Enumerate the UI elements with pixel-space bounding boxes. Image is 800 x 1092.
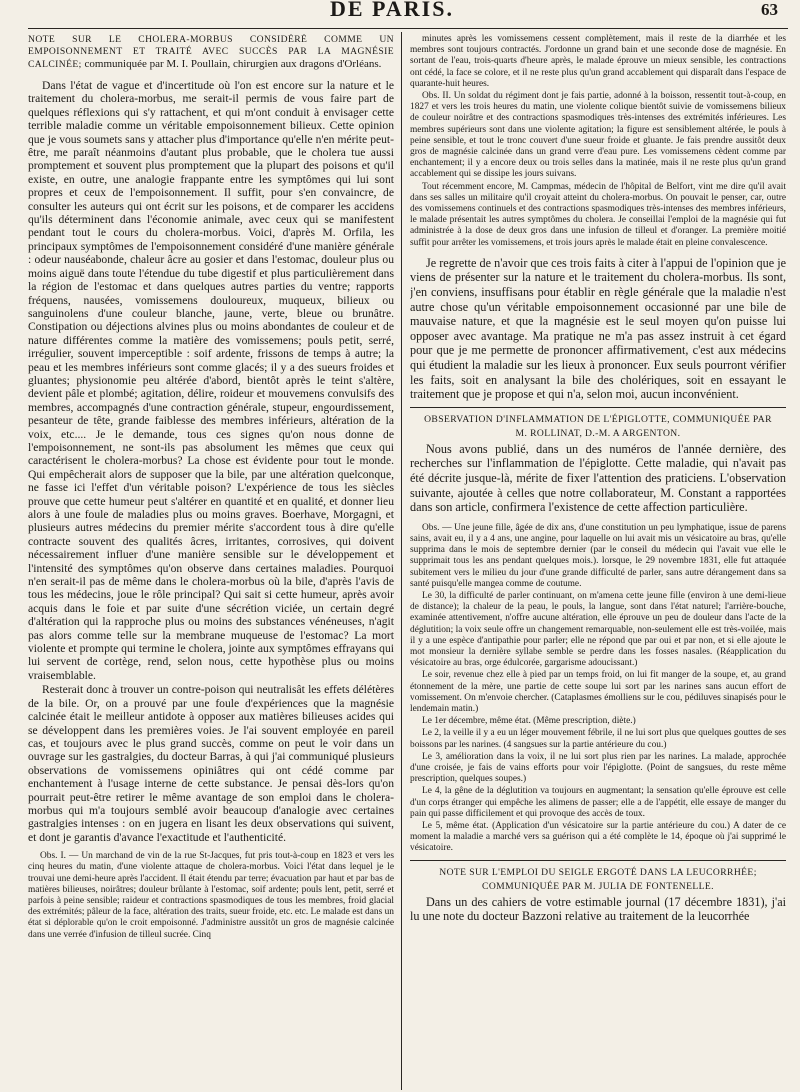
- article-byline: communiquée par M. I. Poullain, chirurgien aux dragons d'Orléans.: [84, 58, 382, 70]
- paragraph: Dans un des cahiers de votre estimable journal (17 décembre 1831), j'ai lu une note du docteur Bazzoni relative au traitement de la leucorrhée: [410, 894, 786, 924]
- observation-paragraph: Le 30, la difficulté de parler continuant, on m'amena cette jeune fille (environ à une demi-lieue de distance); la chaleur de la peau, le pouls, la langue, sont dans l'état naturel; l'arrière-bouche, examinée attentivement, n'offre aucune altération, elle éprouve un peu de douleur dans l'acte de la déglutition; la voix seule offre un changement remarquable, non-seulement elle est très-voilée, mais il y a une espèce d'antipathie pour parler; elle ne répond que par oui et par non, et si elle ajoute le mot monsieur la dernière syllabe semble se perdre dans les fosses nasales. (Réapplication du vésicatoire au bras, orge édulcorée, gargarisme adoucissant.): [410, 590, 786, 669]
- section-rule: [410, 860, 786, 861]
- observation-paragraph: Tout récemment encore, M. Campmas, médecin de l'hôpital de Belfort, vint me dire qu'il avait dans ses salles un militaire qu'il croyait atteint du cholera-morbus. On pouvait le penser, car, outre des vomissemens continuels et des contractions spasmodiques très-intenses des membres inférieurs, le malade présentait les autres symptômes du cholera. Je conseillai l'emploi de la magnésie qui fut administrée à la dose de deux gros dans une infusion de tilleul et d'oranger. La première moitié suffit pour arrêter les vomissemens, et trois jours après le malade était en pleine convalescence.: [410, 181, 786, 248]
- observation-paragraph: Le soir, revenue chez elle à pied par un temps froid, on lui fit manger de la soupe, et, au grand étonnement de la mère, une partie de cette soupe lui sort par les narines sans aucun effort de vomissement. On m'envoie chercher. (Cataplasmes émolliens sur le cou, pédiluves sinapisés pour le lendemain matin.): [410, 670, 786, 715]
- left-column: [28, 34, 394, 1090]
- section-rule: [410, 407, 786, 408]
- article-byline: M. ROLLINAT, D.-M. A ARGENTON.: [515, 427, 681, 439]
- observation-paragraph: Le 4, la gêne de la déglutition va toujours en augmentant; la sensation qu'elle éprouve est celle d'un corps étranger qui empêche les alimens de passer; elle a de l'appétit, elle essaye de manger du pain qui passe difficilement et qui provoque des accès de toux.: [410, 786, 786, 819]
- article-heading: [28, 34, 394, 71]
- paragraph: Je regrette de n'avoir que ces trois faits à citer à l'appui de l'opinion que je viens de présenter sur la nature et le traitement du cholera-morbus. Ils sont, j'en conviens, insuffisans pour établir en règle générale que la maladie n'est autre chose qu'un véritable empoisonnement occasionné par une bile de mauvaise nature, et que la magnésie est le seul moyen qu'on puisse lui opposer avec avantage. Ma pratique ne m'a pas assez instruit à cet égard pour que je me permette de prononcer affirmativement, c'est aux médecins qui étudient la maladie sur les lieux à prononcer. Eux seuls pourront vérifier les faits, soit en analysant la bile des cholériques, soit en essayant le traitement que je propose et qui n'a, selon moi, aucun inconvénient.: [410, 255, 786, 402]
- observation-paragraph: Obs. — Une jeune fille, âgée de dix ans, d'une constitution un peu lymphatique, issue de parens sains, avait eu, il y a 4 ans, une angine, pour laquelle on lui avait mis un vésicatoire au bras, qu'elle supprima dans le mois de septembre dernier (par le conseil du médecin qui l'avait vue elle le supprimait tous les ans pendant quelques mois.). lorsque, le 29 novembre 1831, elle fut attaquée subitement vers le milieu du jour d'une grande difficulté de parler, sans autre dérangement dans sa santé puisqu'elle mangea comme de coutume.: [410, 522, 786, 589]
- observation-paragraph: Le 2, la veille il y a eu un léger mouvement fébrile, il ne lui sort plus que quelques gouttes de ses boissons par les narines. (4 sangsues sur la partie antérieure du cou.): [410, 728, 786, 750]
- observation-paragraph: Obs. I. — Un marchand de vin de la rue St-Jacques, fut pris tout-à-coup en 1823 et vers les cinq heures du matin, d'une violente attaque de cholera-morbus. Voici l'état dans lequel je le trouvai une demi-heure après l'accident. Il était étendu par terre; évacuation par haut et par bas de matières bilieuses, noirâtres; douleur brûlante à l'estomac, soif ardente; pouls lent, petit, serré et parfois à peine sensible; raideur et contractions spasmodiques de tous les membres, froid glacial des extrémités; pâleur de la face, altération des traits, sueur froide, etc. etc. Le malade est dans un état si déplorable qu'on le croit empoisonné. J'administre aussitôt un gros de magnésie calcinée dans une verrée d'infusion de tilleul sucrée. Cinq: [28, 851, 394, 940]
- page-number: 63: [761, 0, 778, 19]
- article-heading-text: NOTE SUR LE CHOLERA-MORBUS CONSIDÉRÉ COMME UN EMPOISONNEMENT ET TRAITÉ AVEC SUCCÈS PAR LA MAGNÉSIE CALCINÉE;: [28, 34, 394, 70]
- header-rule: [28, 28, 788, 29]
- right-column: [410, 34, 786, 1090]
- observation-paragraph: Obs. II. Un soldat du régiment dont je fais partie, adonné à la boisson, ressentit tout-à-coup, en 1827 et vers les trois heures du matin, une violente colique bientôt suivie de vomissemens bilieux de couleur noirâtre et des contractions spasmodiques très-intenses des extrémités inférieures. Les membres supérieurs sont dans une violente agitation; la figure est sensiblement altérée, le pouls à peine sensible, et tout le tronc couvert d'une sueur froide et gluante. Je fais prendre aussitôt deux gros de magnésie calcinée dans un grand verre d'eau pure. Les vomissemens cèdent comme par enchantement; il y a encore deux ou trois selles dans la matinée, mais il ne reste plus qu'un grand accablement qui se dissipe les jours suivans.: [410, 91, 786, 180]
- running-title: DE PARIS.: [330, 0, 454, 21]
- observation-paragraph: Le 5, même état. (Application d'un vésicatoire sur la partie antérieure du cou.) A dater de ce moment la maladie a marché vers sa guérison qui a été complète le 14, époque où j'ai supprimé le vésicatoire.: [410, 821, 786, 854]
- article-byline: COMMUNIQUÉE PAR M. JULIA DE FONTENELLE.: [482, 880, 714, 892]
- paragraph: Dans l'état de vague et d'incertitude où l'on est encore sur la nature et le traitement du cholera-morbus, me serait-il permis de vous faire part de quelques réflexions qui s'y rattachent, et qui m'ont conduit à envisager cette terrible maladie comme un véritable empoisonnement bilieux. Cette opinion que je vous soumets sans y attacher plus d'importance qu'elle n'en mérite peut-être, me paraît néanmoins d'autant plus probable, que le cholera tue aussi promptement et souvent plus promptement que la plupart des poisons et qu'il existe, en outre, une analogie frappante entre les symptômes qui lui sont propres et ceux de l'empoisonnement. Il suffit, pour s'en convaincre, de consulter les auteurs qui ont écrit sur les poisons, et de comparer les accidens qu'ils déterminent dans l'économie animale, avec ceux qui se manifestent pendant tout le cours du cholera-morbus. Voici, d'après M. Orfila, les principaux symptômes de l'empoisonnement considéré d'une manière générale : odeur nauséabonde, chaleur âcre au gosier et dans l'estomac, douleur plus ou moins aiguë dans toute l'étendue du tube digestif et plus particulièrement dans la région de l'estomac et dans quelques autres parties du ventre; rapports fréquens, nausées, vomissemens douloureux, muqueux, bilieux ou sanguinolens d'une couleur blanche, jaune, verte, bleue ou brunâtre. Constipation ou déjections alvines plus ou moins abondantes de couleur et de nature différentes comme la matière des vomissemens; pouls petit, serré, irrégulier, souvent imperceptible : soif ardente, frissons de temps à autre; la peau et les membres inférieurs sont comme glacés; il y a des sueurs froides et gluantes; physionomie peu altérée d'abord, bientôt après le teint s'altère, devient pâle et plombé; agitation, délire, roideur et mouvemens convulsifs des membres, accompagnés d'une contraction générale, stupeur, engourdissement, pesanteur de tête, grande faiblesse des membres inférieurs, altération de la voix, etc.... Je le demande, tous ces signes qu'on nous donne de l'empoisonnement, ne sont-ils pas absolument les mêmes que ceux qui caractérisent le cholera-morbus? La chose est évidente pour tout le monde. Qui empêcherait alors de supposer que la bile, par une altération quelconque, ne fasse ici l'effet d'un véritable poison? L'expérience de tous les siècles prouve que cette humeur peut s'altérer en quantité et en qualité, et donner lieu alors à une foule de maladies plus ou moins graves. Boerhave, Morgagni, et plusieurs autres médecins du premier mérite s'accordent tous à dire qu'elle contracte souvent des qualités âcres, irritantes, corrosives, qui doivent nécessairement influer d'une manière sensible sur le développement et l'intensité des symptômes qu'on observe dans certaines maladies. Pourquoi n'en serait-il pas de même dans le cholera-morbus où la bile, d'après l'avis de tous les médecins, joue le rôle principal? Qui sait si cette humeur, après avoir acquis dans le foie et par suite d'une sécrétion viciée, un certain degré d'altération qui la rapproche plus ou moins des substances vénéneuses, n'agit pas alors comme telle sur la membrane muqueuse de l'estomac? La mort violente et prompte qui termine le cholera, jointe aux symptômes effrayans qui lui servent de cortège, rend, selon nous, cette hypothèse plus ou moins vraisemblable.: [28, 79, 394, 682]
- page-header: [30, 0, 790, 30]
- paragraph: Nous avons publié, dans un des numéros de l'année dernière, des recherches sur l'inflammation de l'épiglotte. Cette maladie, qui n'avait pas été décrite jusque-là, mérite de fixer l'attention des praticiens. L'observation suivante, ajoutée à celles que notre collaborateur, M. Constant a rapportées dans son article, confirmera l'existence de cette affection particulière.: [410, 441, 786, 515]
- observation-paragraph: Le 1er décembre, même état. (Même prescription, diète.): [422, 716, 636, 727]
- article-heading: NOTE SUR L'EMPLOI DU SEIGLE ERGOTÉ DANS LA LEUCORRHÉE;: [439, 866, 757, 878]
- paragraph: Resterait donc à trouver un contre-poison qui neutralisât les effets délétères de la bile. Or, on a prouvé par une foule d'expériences que la magnésie calcinée était le meilleur antidote à opposer aux matières bilieuses acides qui se développent dans les premières voies. Je l'ai souvent employée en pareil cas, et toujours avec le plus grand succès, comme on peut le voir dans un ouvrage sur les gastralgies, du docteur Barras, à qui j'ai communiqué plusieurs observations de vomissemens opiniâtres qui ont cédé comme par enchantement à l'usage interne de cette substance. Je pensai dès-lors qu'on pourrait peut-être retirer le même avantage de son emploi dans le cholera-morbus qui m'a toujours semblé avoir beaucoup d'analogie avec certaines gastralgies intenses : on en jugera en lisant les deux observations qui suivent, et dont je garantis d'avance l'exactitude et l'authenticité.: [28, 683, 394, 844]
- observation-paragraph: Le 3, amélioration dans la voix, il ne lui sort plus rien par les narines. La malade, approchée d'une croisée, je fais de vains efforts pour voir l'épiglotte. (Point de sangsues, du reste même prescription, quelques soupes.): [410, 751, 786, 785]
- article-heading: OBSERVATION D'INFLAMMATION DE L'ÉPIGLOTTE, COMMUNIQUÉE PAR: [424, 413, 772, 425]
- column-divider: [401, 32, 402, 1090]
- observation-paragraph: minutes après les vomissemens cessent complètement, mais il reste de la diarrhée et les membres sont toujours contractés. J'ordonne un grand bain et une seconde dose de magnésie. En sortant de l'eau, trois-quarts d'heure après, le malade éprouve un mieux sensible, les contractions ont cédé, la face se colore, et il ne reste plus qu'un grand accablement qui disparaît dans l'espace de quarante-huit heures.: [410, 34, 786, 89]
